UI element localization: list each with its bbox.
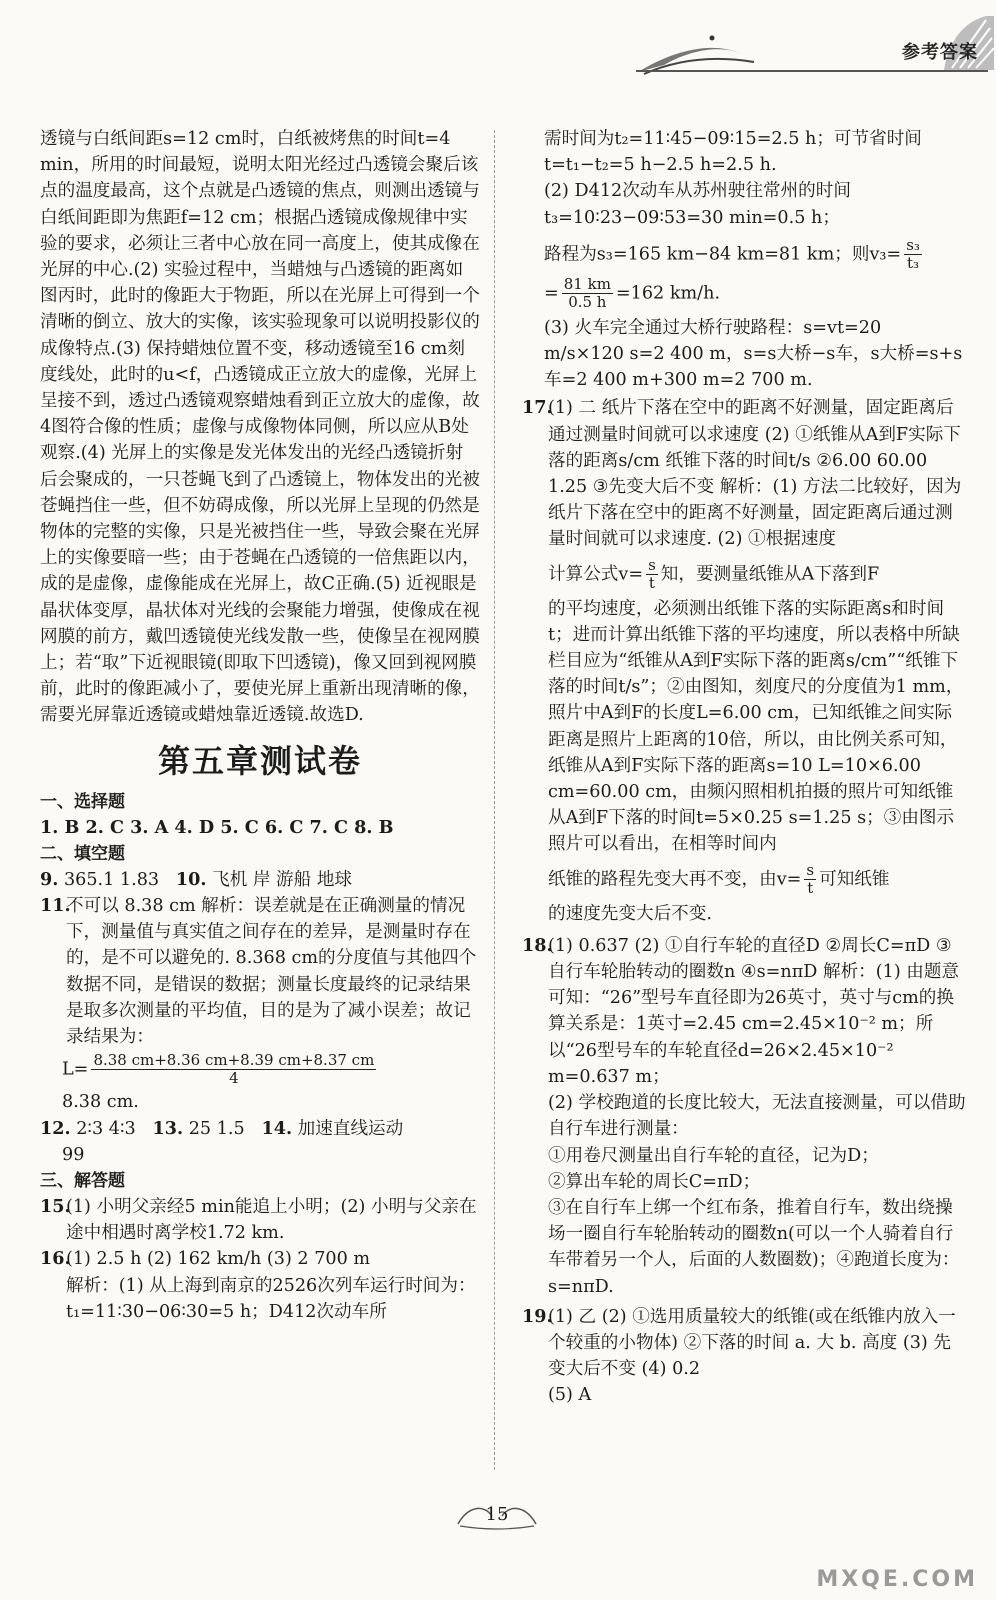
column-divider	[494, 130, 495, 1470]
answer-13: 25 1.5	[188, 1118, 245, 1139]
answer-18: (1) 0.637 (2) ①自行车轮的直径D ②周长C=πD ③自行车轮胎转动的圈数n ④s=nπD 解析：(1) 由题意可知：“26”型号车直径即为26英寸，英寸与cm的换算关系是：1英寸=2.45 cm=2.45×10⁻² m；所以“26型号车的车轮直径d=26×2.45×10⁻² m=0.637 m；	[548, 935, 960, 1087]
left-column	[40, 126, 480, 1325]
answer-17: (1) 二 纸片下落在空中的距离不好测量，固定距离后通过测量时间就可以求速度 (2) ①纸锥从A到F实际下落的距离s/cm 纸锥下落的时间t/s ②6.00 60.00 1.25 ③先变大后不变 解析：(1) 方法二比较好，因为纸片下落在空中的距离不好测量，固定距离后通过测量时间就可以求速度. (2) ①根据速度	[548, 398, 962, 550]
answer-12: 2∶3 4∶3	[76, 1118, 136, 1139]
answer-18-b: (2) 学校跑道的长度比较大，无法直接测量，可以借助自行车进行测量：	[548, 1093, 966, 1140]
section-heading-choice: 一、选择题	[40, 791, 125, 812]
section-heading-solve: 三、解答题	[40, 1170, 125, 1191]
page-header	[0, 0, 996, 80]
formula-fraction	[562, 276, 613, 311]
answer-17-formula-2	[548, 862, 966, 897]
answer-16-part5: (3) 火车完全通过大桥行驶路程：s=vt=20 m/s×120 s=2 400 m，s=s大桥−s车，s大桥=s+s车=2 400 m+300 m=2 700 m.	[544, 317, 963, 391]
formula-fraction	[646, 557, 658, 592]
question-17	[522, 395, 966, 926]
question-16	[40, 1246, 480, 1325]
formula-text: 可知纸锥	[819, 869, 890, 890]
question-number: 16.	[40, 1248, 71, 1270]
fill-answers-9-10	[40, 867, 480, 893]
fraction-numerator: 81 km	[563, 274, 611, 293]
header-title: 参考答案	[902, 42, 978, 63]
question-number: 14.	[261, 1117, 293, 1139]
formula-11	[62, 1052, 480, 1087]
question-number: 17.	[522, 397, 553, 419]
answer-14: 加速直线运动	[297, 1118, 404, 1139]
answer-9: 365.1 1.83	[63, 869, 160, 890]
watermark-text: MXQE.COM	[816, 1567, 978, 1592]
section-heading-fill: 二、填空题	[40, 843, 125, 864]
answer-14-extra: 99	[62, 1144, 85, 1165]
answer-16-part2: (2) D412次动车从苏州驶往常州的时间t₃=10∶23−09∶53=30 min=0.5 h；	[544, 181, 851, 228]
formula-text: =162 km/h.	[615, 283, 721, 304]
answer-16-analysis: 解析：(1) 从上海到南京的2526次列车运行时间为：t₁=11∶30−06∶30=5 h；D412次动车所	[66, 1275, 476, 1322]
choice-answers: 1. B 2. C 3. A 4. D 5. C 6. C 7. C 8. B	[40, 816, 394, 838]
question-number: 11.	[40, 895, 71, 917]
right-column	[522, 126, 966, 1409]
answer-17-end: 的速度先变大后不变.	[548, 903, 712, 924]
fraction-denominator: t₃	[907, 253, 920, 272]
question-number: 10.	[175, 868, 207, 890]
answer-18-e: ③在自行车上绑一个红布条，推着自行车，数出绕操场一圈自行车轮胎转动的圈数n(可以一个人骑着自行车带着另一个人，后面的人数圈数)；④跑道长度为：s=nπD.	[548, 1197, 960, 1297]
fill-answers-12-14	[40, 1116, 480, 1142]
question-19	[522, 1304, 966, 1409]
answer-19-b: (5) A	[548, 1385, 592, 1406]
answer-17-cont: 的平均速度，必须测出纸锥下落的实际距离s和时间t；进而计算出纸锥下落的平均速度，所以表格中所缺栏目应为“纸锥从A到F实际下落的距离s/cm”“纸锥下落的时间t/s”；②由图知，刻度尺的分度值为1 mm，照片中A到F的长度L=6.00 cm，已知纸锥之间实际距离是照片上距离的10倍，所以，由比例关系可知，纸锥从A到F实际下落的距离s=10 L=10×6.00 cm=60.00 cm，由频闪照相机拍摄的照片可知纸锥从A到F下落的时间t=5×0.25 s=1.25 s；③由图示照片可以看出，在相等时间内	[548, 598, 964, 855]
question-16-continued	[522, 126, 966, 393]
formula-text: 知，要测量纸锥从A下落到F	[660, 564, 880, 585]
formula-text: 路程为s₃=165 km−84 km=81 km；则v₃=	[544, 244, 902, 265]
question-number: 12.	[40, 1117, 71, 1139]
formula-lhs: L=	[62, 1059, 89, 1080]
answer-11-end: 8.38 cm.	[62, 1092, 139, 1113]
question-11	[40, 893, 480, 1050]
chapter-title: 第五章测试卷	[157, 741, 362, 780]
answer-18-d: ②算出车轮的周长C=πD；	[548, 1171, 761, 1192]
fraction-denominator: t	[807, 878, 814, 897]
answer-16-part1: 需时间为t₂=11∶45−09∶15=2.5 h；可节省时间t=t₁−t₂=5 h−2.5 h=2.5 h.	[544, 129, 922, 176]
answer-19: (1) 乙 (2) ①选用质量较大的纸锥(或在纸锥内放入一个较重的小物体) ②下落的时间 a. 大 b. 高度 (3) 先变大后不变 (4) 0.2	[548, 1306, 956, 1380]
page-number	[454, 1498, 540, 1532]
question-number: 9.	[40, 868, 59, 890]
fraction-denominator: 0.5 h	[568, 292, 607, 311]
formula-fraction	[91, 1052, 376, 1087]
answer-15: (1) 小明父亲经5 min能追上小明；(2) 小明与父亲在途中相遇时离学校1.72 km.	[66, 1196, 477, 1244]
question-15	[40, 1194, 480, 1246]
left-paragraph: 透镜与白纸间距s=12 cm时，白纸被烤焦的时间t=4 min，所用的时间最短，说明太阳光经过凸透镜会聚后该点的温度最高，这个点就是凸透镜的焦点，则测出透镜与白纸间距即为焦距f=12 cm；根据凸透镜成像规律中实验的要求，必须让三者中心放在同一高度上，使其成像在光屏的中心.(2) 实验过程中，当蜡烛与凸透镜的距离如图丙时，此时的像距大于物距，所以在光屏上可得到一个清晰的倒立、放大的实像，该实验现象可以说明投影仪的成像特点.(3) 保持蜡烛位置不变，移动透镜至16 cm刻度线处，此时的u<f，凸透镜成正立放大的虚像，光屏上呈接不到，透过凸透镜观察蜡烛看到正立放大的虚像，故4图符合像的性质；虚像与成像物体同侧，所以应从B处观察.(4) 光屏上的实像是发光体发出的光经凸透镜折射后会聚成的，一只苍蝇飞到了凸透镜上，物体发出的光被苍蝇挡住一些，但不妨碍成像，所以光屏上呈现的仍然是物体的完整的实像，只是光被挡住一些，导致会聚在光屏上的实像要暗一些；由于苍蝇在凸透镜的一倍焦距以内，成的是虚像，虚像能成在光屏上，故C正确.(5) 近视眼是晶状体变厚，晶状体对光线的会聚能力增强，使像成在视网膜的前方，戴凹透镜使光线发散一些，使像呈在视网膜上；若“取”下近视眼镜(即取下凹透镜)，像又回到视网膜前，此时的像距减小了，要使光屏上重新出现清晰的像，需要光屏靠近透镜或蜡烛靠近透镜.故选D.	[40, 129, 480, 726]
answer-10: 飞机 岸 游船 地球	[212, 869, 353, 890]
answer-17-formula	[548, 557, 966, 592]
answer-11: 不可以 8.38 cm 解析：误差就是在正确测量的情况下，测量值与真实值之间存在的差异，是测量时存在的，是不可以避免的. 8.368 cm的分度值与其他四个数据不同，是错误的数据；测量长度最终的记录结果是取多次测量的平均值，目的是为了减小误差；故记录结果为：	[66, 896, 477, 1048]
answer-16-part4: = $\frac{81 km}{0.5 h}$ =162 km/h.	[544, 274, 721, 311]
fraction-denominator: 4	[229, 1069, 239, 1088]
question-number: 13.	[152, 1117, 184, 1139]
formula-fraction	[804, 862, 816, 897]
answer-16: (1) 2.5 h (2) 162 km/h (3) 2 700 m	[66, 1249, 371, 1270]
answer-16-part3	[544, 237, 966, 272]
fraction-numerator: s	[648, 555, 656, 574]
fraction-numerator: 8.38 cm+8.36 cm+8.39 cm+8.37 cm	[93, 1051, 375, 1070]
question-18	[522, 933, 966, 1300]
question-number: 18.	[522, 934, 553, 956]
question-number: 15.	[40, 1195, 71, 1217]
header-rule	[636, 70, 988, 72]
fraction-denominator: t	[648, 573, 655, 592]
question-number: 19.	[522, 1305, 553, 1327]
formula-text: 纸锥的路程先变大再不变，由v=	[548, 869, 802, 890]
answer-18-c: ①用卷尺测量出自行车轮的直径，记为D；	[548, 1145, 879, 1166]
fraction-numerator: s	[806, 860, 815, 879]
formula-text: 计算公式v=	[548, 564, 644, 585]
fraction-numerator: s₃	[906, 235, 920, 254]
page-number-text: 15	[485, 1504, 509, 1525]
formula-fraction	[904, 237, 922, 272]
